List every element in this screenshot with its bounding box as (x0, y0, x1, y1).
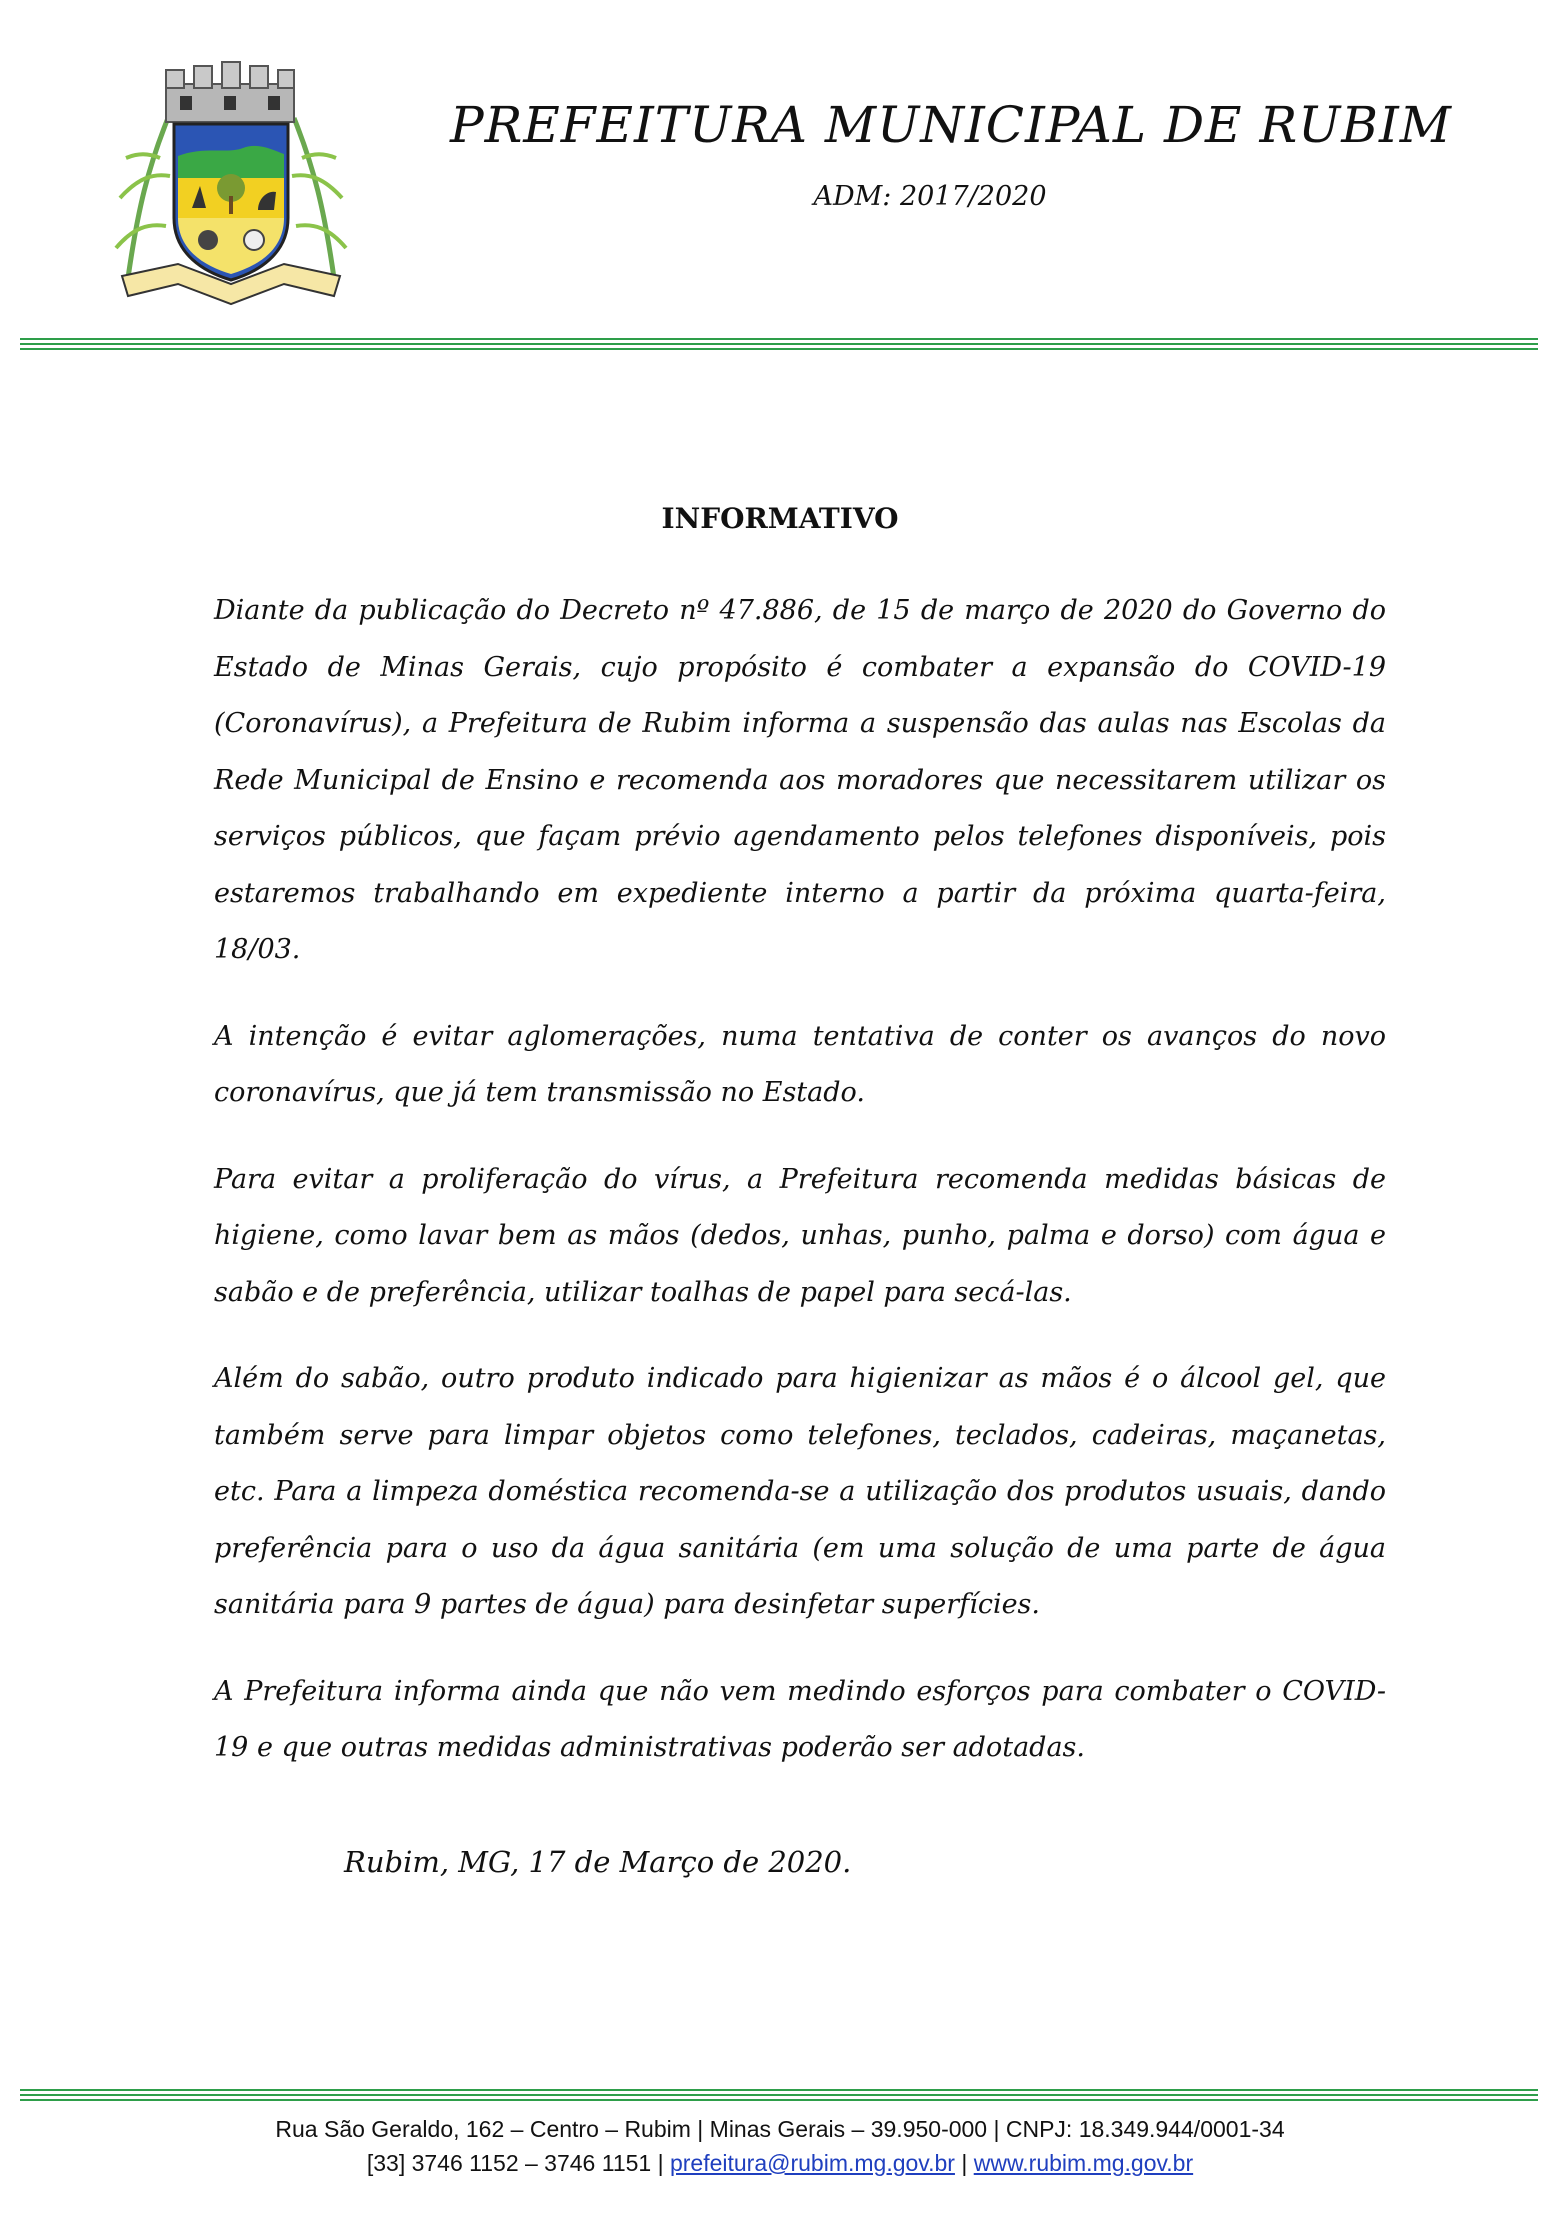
page-title: PREFEITURA MUNICIPAL DE RUBIM (450, 96, 1452, 154)
document-body (214, 583, 1386, 1807)
paragraph-closing: A Prefeitura informa ainda que não vem medindo esforços para combater o COVID-19 e que outras medidas administrativas poderão ser adotadas. (214, 1675, 1386, 1763)
footer-separator: | (657, 2150, 664, 2176)
header-divider (20, 338, 1538, 353)
footer (0, 2112, 1560, 2180)
administration-period: ADM: 2017/2020 (813, 181, 1047, 212)
municipal-crest-icon (108, 58, 354, 310)
footer-address: Rua São Geraldo, 162 – Centro – Rubim | Minas Gerais – 39.950-000 | CNPJ: 18.349.944/0001-34 (275, 2116, 1285, 2142)
paragraph-decree: Diante da publicação do Decreto nº 47.886, de 15 de março de 2020 do Governo do Estado de Minas Gerais, cujo propósito é combater a expansão do COVID-19 (Coronavírus), a Prefeitura de Rubim informa a suspensão das aulas nas Escolas da Rede Municipal de Ensino e recomenda aos moradores que necessitarem utilizar os serviços públicos, que façam prévio agendamento pelos telefones disponíveis, pois estaremos trabalhando em expediente interno a partir da próxima quarta-feira, 18/03. (214, 595, 1386, 965)
paragraph-intention: A intenção é evitar aglomerações, numa tentativa de conter os avanços do novo coronavírus, que já tem transmissão no Estado. (214, 1020, 1386, 1108)
footer-contacts (0, 2146, 1560, 2180)
place-date-signoff: Rubim, MG, 17 de Março de 2020. (344, 1845, 852, 1879)
footer-divider (20, 2089, 1538, 2104)
paragraph-alcohol-gel: Além do sabão, outro produto indicado para higienizar as mãos é o álcool gel, que também serve para limpar objetos como telefones, teclados, cadeiras, maçanetas, etc. Para a limpeza doméstica recomenda-se a utilização dos produtos usuais, dando preferência para o uso da água sanitária (em uma solução de uma parte de água sanitária para 9 partes de água) para desinfetar superfícies. (214, 1363, 1386, 1620)
document-heading: INFORMATIVO (661, 502, 899, 535)
email-link[interactable]: prefeitura@rubim.mg.gov.br (669, 2150, 955, 2176)
website-link[interactable]: www.rubim.mg.gov.br (973, 2150, 1194, 2176)
footer-phones: [33] 3746 1152 – 3746 1151 (366, 2150, 652, 2176)
footer-separator: | (961, 2150, 968, 2176)
paragraph-hygiene: Para evitar a proliferação do vírus, a Prefeitura recomenda medidas básicas de higiene, como lavar bem as mãos (dedos, unhas, punho, palma e dorso) com água e sabão e de preferência, utilizar toalhas de papel para secá-las. (214, 1163, 1386, 1308)
